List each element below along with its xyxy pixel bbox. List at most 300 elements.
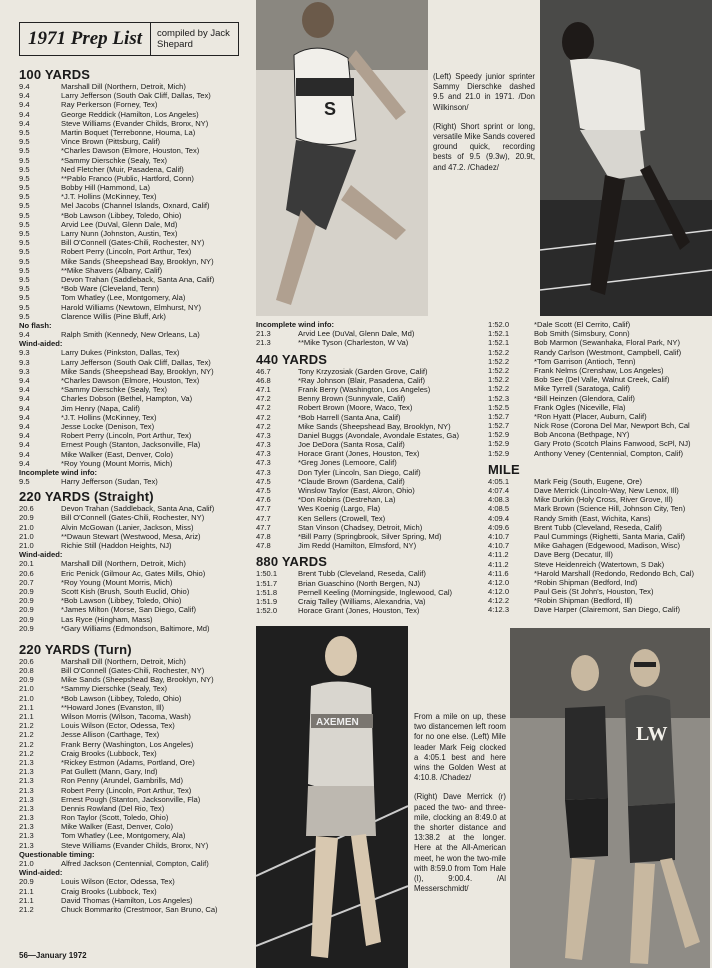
- athlete-name: Charles Dobson (Bethel, Hampton, Va): [61, 394, 193, 404]
- result-row: [19, 376, 259, 385]
- athlete-name: Chuck Bommarito (Crestmoor, San Bruno, Ca): [61, 904, 218, 914]
- athlete-name: Ernest Pough (Stanton, Jacksonville, Fla): [61, 440, 201, 450]
- result-row: [19, 694, 259, 703]
- athlete-name: Craig Talley (Williams, Alexandria, Va): [298, 596, 426, 606]
- result-row: [19, 146, 259, 155]
- athlete-name: Ray Perkerson (Forney, Tex): [61, 100, 158, 110]
- result-time: 1:52.0: [488, 320, 510, 329]
- result-time: 9.3: [19, 348, 30, 358]
- result-row: [256, 376, 488, 385]
- athlete-name: Paul Geis (St John's, Houston, Tex): [534, 587, 654, 597]
- result-row: [256, 523, 488, 532]
- athlete-name: Ron Taylor (Scott, Toledo, Ohio): [61, 813, 169, 823]
- result-row: [19, 786, 259, 795]
- athlete-name: Bill O'Connell (Gates-Chili, Rochester, NY): [61, 238, 205, 248]
- result-time: 21.0: [19, 693, 34, 703]
- result-time: 47.3: [256, 430, 271, 440]
- athlete-name: Randy Carlson (Westmont, Campbell, Calif): [534, 347, 682, 357]
- result-time: 1:52.1: [488, 329, 510, 339]
- result-time: 9.5: [19, 219, 30, 229]
- result-time: 9.5: [19, 210, 30, 220]
- result-time: 9.4: [19, 385, 30, 395]
- result-time: 21.0: [19, 541, 34, 550]
- athlete-name: Marshall Dill (Northern, Detroit, Mich): [61, 656, 186, 666]
- result-row: [19, 605, 259, 614]
- result-time: 9.5: [19, 256, 30, 266]
- photo-bottom-right: [510, 628, 710, 968]
- result-time: 20.9: [19, 675, 34, 685]
- result-time: 21.3: [19, 840, 34, 850]
- result-time: 21.2: [19, 721, 34, 731]
- result-row: [488, 338, 710, 347]
- result-row: [19, 684, 259, 693]
- athlete-name: *Robin Shipman (Bedford, Ind): [534, 577, 638, 587]
- result-time: 9.5: [19, 155, 30, 165]
- result-row: [488, 477, 710, 486]
- result-time: 9.4: [19, 394, 30, 404]
- athlete-name: Richie Still (Haddon Heights, NJ): [61, 541, 172, 550]
- result-time: 4:08.3: [488, 495, 510, 505]
- result-row: [256, 413, 488, 422]
- result-row: [488, 523, 710, 532]
- result-time: 20.6: [19, 656, 34, 666]
- result-time: 21.3: [19, 831, 34, 841]
- result-time: 9.4: [19, 330, 30, 340]
- result-time: 9.4: [19, 458, 30, 468]
- result-row: [19, 541, 259, 550]
- athlete-name: Robert Perry (Lincoln, Port Arthur, Tex): [61, 247, 192, 257]
- result-time: 4:11.2: [488, 550, 509, 560]
- result-row: [19, 201, 259, 210]
- athlete-name: *Roy Young (Mount Morris, Mich): [61, 577, 173, 587]
- result-time: 1:51.9: [256, 596, 278, 606]
- title-box: [19, 22, 239, 56]
- compiled-by: compiled by Jack Shepard: [150, 23, 238, 55]
- result-row: [256, 394, 488, 403]
- athlete-name: **Dwaun Stewart (Westwood, Mesa, Ariz): [61, 531, 201, 541]
- athlete-name: Dave Harper (Clairemont, San Diego, Calif): [534, 605, 681, 615]
- athlete-name: Clarence Willis (Pine Bluff, Ark): [61, 311, 166, 321]
- athlete-name: Mike Walker (East, Denver, Colo): [61, 449, 173, 459]
- athlete-name: Ralph Smith (Kennedy, New Orleans, La): [61, 330, 200, 340]
- caption-top-left: (Left) Speedy junior sprinter Sammy Dierschke dashed 9.5 and 21.0 in 1971. /Don Wilkinson/ (Right) Short sprint or long, versatile Mike Sands covered ground quick, recording bests of 9.5 (9.3w), 20.9t, and 47.2. /Chadez/: [433, 72, 535, 172]
- athlete-name: *Sammy Dierschke (Sealy, Tex): [61, 385, 168, 395]
- athlete-name: Brent Tubb (Cleveland, Reseda, Calif): [298, 569, 426, 579]
- result-time: 47.1: [256, 384, 271, 394]
- result-time: 1:51.7: [256, 578, 278, 588]
- athlete-name: **Howard Jones (Evanston, Ill): [61, 702, 164, 712]
- result-time: 1:52.0: [256, 606, 278, 616]
- result-row: [19, 220, 259, 229]
- result-row: [488, 569, 710, 578]
- result-time: 21.0: [19, 684, 34, 694]
- result-row: [19, 100, 259, 109]
- result-row: [256, 440, 488, 449]
- athlete-name: *Rickey Estmon (Adams, Portland, Ore): [61, 757, 195, 767]
- result-row: [488, 541, 710, 550]
- result-row: [256, 579, 488, 588]
- result-row: [19, 312, 259, 321]
- result-row: [488, 375, 710, 384]
- result-time: 9.4: [19, 431, 30, 441]
- result-row: [488, 412, 710, 421]
- result-row: [19, 91, 259, 100]
- athlete-name: Jesse Allison (Carthage, Tex): [61, 730, 160, 740]
- result-row: [488, 348, 710, 357]
- result-row: [19, 749, 259, 758]
- result-time: 9.5: [19, 302, 30, 312]
- athlete-name: *Robin Shipman (Bedford, Ill): [534, 596, 633, 606]
- athlete-name: Mike Sands (Sheepshead Bay, Brooklyn, NY): [61, 675, 214, 685]
- result-row: [256, 588, 488, 597]
- result-time: 21.2: [19, 748, 34, 758]
- athlete-name: Mike Tyrrell (Saratoga, Calif): [534, 384, 631, 394]
- athlete-name: **Pablo Franco (Public, Hartford, Conn): [61, 173, 194, 183]
- result-row: [19, 712, 259, 721]
- result-row: [19, 284, 259, 293]
- result-row: [19, 513, 259, 522]
- athlete-name: Horace Grant (Jones, Houston, Tex): [298, 449, 420, 459]
- athlete-name: Mark Feig (South, Eugene, Ore): [534, 476, 643, 486]
- result-row: [19, 293, 259, 302]
- athlete-name: *Bob Lawson (Libbey, Toledo, Ohio): [61, 693, 182, 703]
- right-column: [488, 320, 710, 615]
- result-time: 1:51.8: [256, 587, 278, 597]
- athlete-name: *Ron Hyatt (Placer, Auburn, Calif): [534, 411, 647, 421]
- athlete-name: Dave Merrick (Lincoln-Way, New Lenox, Ill): [534, 486, 679, 495]
- result-row: [488, 421, 710, 430]
- result-row: [19, 896, 259, 905]
- result-time: 20.9: [19, 605, 34, 615]
- result-row: [256, 449, 488, 458]
- athlete-name: Steve Heidenreich (Watertown, S Dak): [534, 559, 665, 569]
- athlete-name: Larry Jefferson (South Oak Cliff, Dallas, Tex): [61, 91, 211, 101]
- athlete-name: *Ray Johnson (Blair, Pasadena, Calif): [298, 375, 426, 385]
- result-time: 9.4: [19, 421, 30, 431]
- result-time: 9.4: [19, 449, 30, 459]
- athlete-name: Anthony Veney (Centennial, Compton, Calif): [534, 448, 684, 458]
- result-time: 1:52.2: [488, 375, 510, 385]
- result-row: [488, 394, 710, 403]
- result-time: 21.3: [19, 803, 34, 813]
- result-row: [19, 137, 259, 146]
- result-time: 9.5: [19, 311, 30, 321]
- athlete-name: *Bill Heinzen (Glendora, Calif): [534, 393, 635, 403]
- result-row: [19, 192, 259, 201]
- athlete-name: Arvid Lee (DuVal, Glenn Dale, Md): [61, 219, 178, 229]
- result-time: 4:05.1: [488, 476, 510, 486]
- athlete-name: *Bob Ware (Cleveland, Tenn): [61, 284, 159, 294]
- athlete-name: Tom Whatley (Lee, Montgomery, Ala): [61, 831, 186, 841]
- athlete-name: Larry Jefferson (South Oak Cliff, Dallas, Tex): [61, 357, 211, 367]
- athlete-name: Ron Penny (Arundel, Gambrills, Md): [61, 776, 183, 786]
- result-row: [19, 367, 259, 376]
- result-time: 9.4: [19, 109, 30, 119]
- result-row: [488, 495, 710, 504]
- athlete-name: Steve Williams (Evander Childs, Bronx, NY): [61, 118, 209, 128]
- result-time: 21.1: [19, 702, 34, 712]
- result-time: 1:52.2: [488, 347, 510, 357]
- result-time: 4:11.2: [488, 559, 509, 569]
- result-row: [19, 740, 259, 749]
- result-time: 9.5: [19, 164, 30, 174]
- result-time: 47.7: [256, 513, 271, 523]
- result-time: 46.7: [256, 366, 271, 376]
- result-time: 9.4: [19, 440, 30, 450]
- athlete-name: Mike Sands (Sheepshead Bay, Brooklyn, NY): [61, 366, 214, 376]
- athlete-name: Las Ryce (Hingham, Mass): [61, 614, 153, 624]
- subsection-label: Wind-aided:: [19, 868, 63, 878]
- result-time: 47.5: [256, 486, 271, 495]
- athlete-name: Daniel Buggs (Avondale, Avondale Estates, Ga): [298, 430, 459, 440]
- athlete-name: Mike Gahagen (Edgewood, Madison, Wisc): [534, 541, 681, 551]
- result-row: [19, 459, 259, 468]
- athlete-name: Devon Trahan (Saddleback, Santa Ana, Calif): [61, 504, 215, 514]
- result-time: 1:52.7: [488, 411, 510, 421]
- result-time: 47.3: [256, 458, 271, 468]
- result-row: [19, 657, 259, 666]
- athlete-name: Jim Henry (Napa, Calif): [61, 403, 140, 413]
- athlete-name: *J.T. Hollins (McKinney, Tex): [61, 192, 157, 202]
- result-time: 1:52.9: [488, 439, 510, 449]
- middle-column: [256, 320, 488, 615]
- athlete-name: Devon Trahan (Saddleback, Santa Ana, Calif): [61, 274, 215, 284]
- athlete-name: *Dale Scott (El Cerrito, Calif): [534, 320, 631, 329]
- result-row: [19, 559, 259, 568]
- result-time: 9.4: [19, 412, 30, 422]
- result-row: [19, 431, 259, 440]
- athlete-name: David Thomas (Hamilton, Los Angeles): [61, 895, 193, 905]
- athlete-name: *Charles Dawson (Elmore, Houston, Tex): [61, 376, 200, 385]
- athlete-name: Louis Wilson (Ector, Odessa, Tex): [61, 721, 175, 731]
- left-column: [19, 68, 259, 914]
- result-time: 1:52.2: [488, 356, 510, 366]
- result-time: 47.3: [256, 449, 271, 459]
- result-time: 47.7: [256, 522, 271, 532]
- result-row: [19, 128, 259, 137]
- athlete-name: Mike Walker (East, Denver, Colo): [61, 822, 173, 832]
- result-time: 9.5: [19, 146, 30, 156]
- athlete-name: Dave Berg (Decatur, Ill): [534, 550, 613, 560]
- result-time: 47.2: [256, 412, 271, 422]
- result-row: [19, 532, 259, 541]
- result-row: [256, 495, 488, 504]
- result-time: 9.4: [19, 82, 30, 91]
- result-row: [19, 523, 259, 532]
- result-time: 21.3: [256, 338, 271, 348]
- section-heading: MILE: [488, 461, 520, 477]
- result-row: [256, 422, 488, 431]
- result-row: [19, 675, 259, 684]
- athlete-name: Ned Fletcher (Muir, Pasadena, Calif): [61, 164, 184, 174]
- result-row: [19, 82, 259, 91]
- result-time: 47.2: [256, 421, 271, 431]
- result-row: [256, 597, 488, 606]
- athlete-name: Bob Smith (Simsbury, Conn): [534, 329, 630, 339]
- athlete-name: Wilson Morris (Wilson, Tacoma, Wash): [61, 712, 191, 721]
- result-row: [488, 560, 710, 569]
- athlete-name: Brian Guaschino (North Bergen, NJ): [298, 578, 420, 588]
- result-time: 9.4: [19, 403, 30, 413]
- result-row: [19, 822, 259, 831]
- result-time: 1:52.9: [488, 448, 510, 458]
- result-row: [19, 183, 259, 192]
- athlete-name: Jesse Locke (Denison, Tex): [61, 421, 155, 431]
- result-time: 47.3: [256, 440, 271, 450]
- result-row: [19, 813, 259, 822]
- athlete-name: Bob See (Del Valle, Walnut Creek, Calif): [534, 375, 670, 385]
- jersey-monogram: LW: [636, 723, 668, 745]
- result-time: 9.5: [19, 192, 30, 202]
- athlete-name: Marshall Dill (Northern, Detroit, Mich): [61, 559, 186, 569]
- result-time: 9.4: [19, 376, 30, 385]
- result-row: [488, 587, 710, 596]
- result-time: 1:52.1: [488, 338, 510, 348]
- result-row: [19, 624, 259, 633]
- result-time: 4:11.6: [488, 568, 509, 578]
- athlete-name: *Charles Dawson (Elmore, Houston, Tex): [61, 146, 200, 156]
- athlete-name: Harry Jefferson (Sudan, Tex): [61, 477, 158, 487]
- result-row: [256, 403, 488, 412]
- result-time: 21.2: [19, 904, 34, 914]
- result-row: [19, 156, 259, 165]
- athlete-name: Robert Perry (Lincoln, Port Arthur, Tex): [61, 785, 192, 795]
- subsection-label: Wind-aided:: [19, 550, 63, 560]
- result-row: [19, 413, 259, 422]
- result-row: [19, 110, 259, 119]
- result-row: [19, 440, 259, 449]
- result-time: 20.1: [19, 559, 34, 569]
- result-time: 4:12.0: [488, 577, 510, 587]
- result-row: [19, 165, 259, 174]
- result-row: [256, 431, 488, 440]
- result-row: [488, 532, 710, 541]
- result-row: [488, 329, 710, 338]
- result-row: [19, 275, 259, 284]
- athlete-name: Vince Brown (Pittsburg, Calif): [61, 137, 161, 147]
- athlete-name: Dennis Rowland (Del Rio, Tex): [61, 803, 165, 813]
- result-time: 21.3: [19, 813, 34, 823]
- result-time: 21.3: [19, 822, 34, 832]
- athlete-name: Mike Sands (Sheepshead Bay, Brooklyn, NY): [298, 421, 451, 431]
- athlete-name: Mark Brown (Science Hill, Johnson City, Ten): [534, 504, 686, 514]
- result-row: [256, 504, 488, 513]
- result-row: [19, 905, 259, 914]
- result-time: 9.4: [19, 91, 30, 101]
- result-row: [488, 439, 710, 448]
- result-row: [19, 477, 259, 486]
- section-heading: 220 YARDS (Turn): [19, 641, 132, 657]
- athlete-name: Eric Penick (Gilmour Ac, Gates Mills, Ohio): [61, 568, 206, 578]
- photo-top-right: [540, 0, 712, 316]
- result-row: [19, 247, 259, 256]
- result-time: 21.2: [19, 739, 34, 749]
- result-row: [488, 403, 710, 412]
- result-row: [19, 877, 259, 886]
- result-row: [256, 606, 488, 615]
- athlete-name: Bill O'Connell (Gates-Chili, Rochester, NY): [61, 513, 205, 523]
- result-time: 1:52.5: [488, 402, 510, 412]
- result-row: [488, 384, 710, 393]
- athlete-name: Craig Brooks (Lubbock, Tex): [61, 748, 157, 758]
- result-row: [256, 458, 488, 467]
- section-heading: 100 YARDS: [19, 67, 91, 82]
- section-heading: 440 YARDS: [256, 351, 328, 367]
- result-time: 9.5: [19, 201, 30, 211]
- result-row: [19, 404, 259, 413]
- result-time: 21.1: [19, 712, 34, 721]
- result-row: [488, 430, 710, 439]
- result-row: [19, 804, 259, 813]
- result-time: 21.0: [19, 859, 34, 868]
- result-time: 47.8: [256, 541, 271, 551]
- result-row: [19, 730, 259, 739]
- caption-bottom: From a mile on up, these two distancemen left room for no one else. (Left) Mile leader Mark Feig clocked a 4:05.1 best and here wins the Golden West at 4:10.8. /Chadez/ (Right) Dave Merrick (r) paced the two- and three-mile, clocking an 8:49.0 at the shorter distance and 13:38.2 at the longer. Here at the All-American meet, he won the two-mile with 8:59.0 from Tom Hale (I), 9:00.4. /Al Messerschmidt/: [414, 712, 506, 894]
- result-row: [256, 486, 488, 495]
- result-time: 9.5: [19, 183, 30, 193]
- result-row: [19, 257, 259, 266]
- result-time: 21.1: [19, 886, 34, 896]
- athlete-name: Bob Marmon (Sewanhaka, Floral Park, NY): [534, 338, 681, 348]
- result-time: 9.5: [19, 477, 30, 487]
- athlete-name: Martin Boquet (Terrebonne, Houma, La): [61, 127, 196, 137]
- athlete-name: *Bob Lawson (Libbey, Toledo, Ohio): [61, 596, 182, 606]
- result-time: 21.3: [19, 776, 34, 786]
- result-row: [256, 329, 488, 338]
- athlete-name: Larry Nunn (Johnston, Austin, Tex): [61, 229, 178, 238]
- result-row: [488, 514, 710, 523]
- athlete-name: Harold Williams (Newtown, Elmhurst, NY): [61, 302, 202, 312]
- result-time: 9.5: [19, 173, 30, 183]
- result-time: 21.3: [19, 794, 34, 804]
- result-row: [19, 831, 259, 840]
- athlete-name: Bill O'Connell (Gates-Chili, Rochester, NY): [61, 666, 205, 676]
- athlete-name: *Tom Garrison (Antioch, Tenn): [534, 356, 636, 366]
- result-time: 9.5: [19, 293, 30, 303]
- result-time: 9.5: [19, 265, 30, 275]
- result-row: [488, 366, 710, 375]
- result-row: [256, 514, 488, 523]
- photo-bottom-left: [256, 626, 408, 968]
- result-row: [256, 532, 488, 541]
- result-time: 47.3: [256, 467, 271, 477]
- result-row: [19, 238, 259, 247]
- subsection-label: Wind-aided:: [19, 339, 63, 349]
- result-time: 9.4: [19, 118, 30, 128]
- athlete-name: Steve Williams (Evander Childs, Bronx, NY): [61, 840, 209, 850]
- athlete-name: *Bob Lawson (Libbey, Toledo, Ohio): [61, 210, 182, 220]
- athlete-name: Craig Brooks (Lubbock, Tex): [61, 886, 157, 896]
- result-time: 9.5: [19, 274, 30, 284]
- result-row: [19, 578, 259, 587]
- result-row: [488, 320, 710, 329]
- result-time: 20.7: [19, 577, 34, 587]
- result-row: [19, 666, 259, 675]
- athlete-name: Alvin McGowan (Lanier, Jackson, Miss): [61, 522, 194, 532]
- result-row: [488, 449, 710, 458]
- athlete-name: *Greg Jones (Lemoore, Calif): [298, 458, 397, 468]
- result-row: [19, 721, 259, 730]
- result-time: 47.2: [256, 403, 271, 413]
- result-time: 9.5: [19, 229, 30, 238]
- result-row: [19, 615, 259, 624]
- result-time: 1:52.7: [488, 421, 510, 431]
- athlete-name: Larry Dukes (Pinkston, Dallas, Tex): [61, 348, 180, 358]
- result-time: 1:52.9: [488, 430, 510, 440]
- result-time: 47.6: [256, 495, 271, 505]
- result-time: 21.1: [19, 895, 34, 905]
- result-time: 20.9: [19, 877, 34, 887]
